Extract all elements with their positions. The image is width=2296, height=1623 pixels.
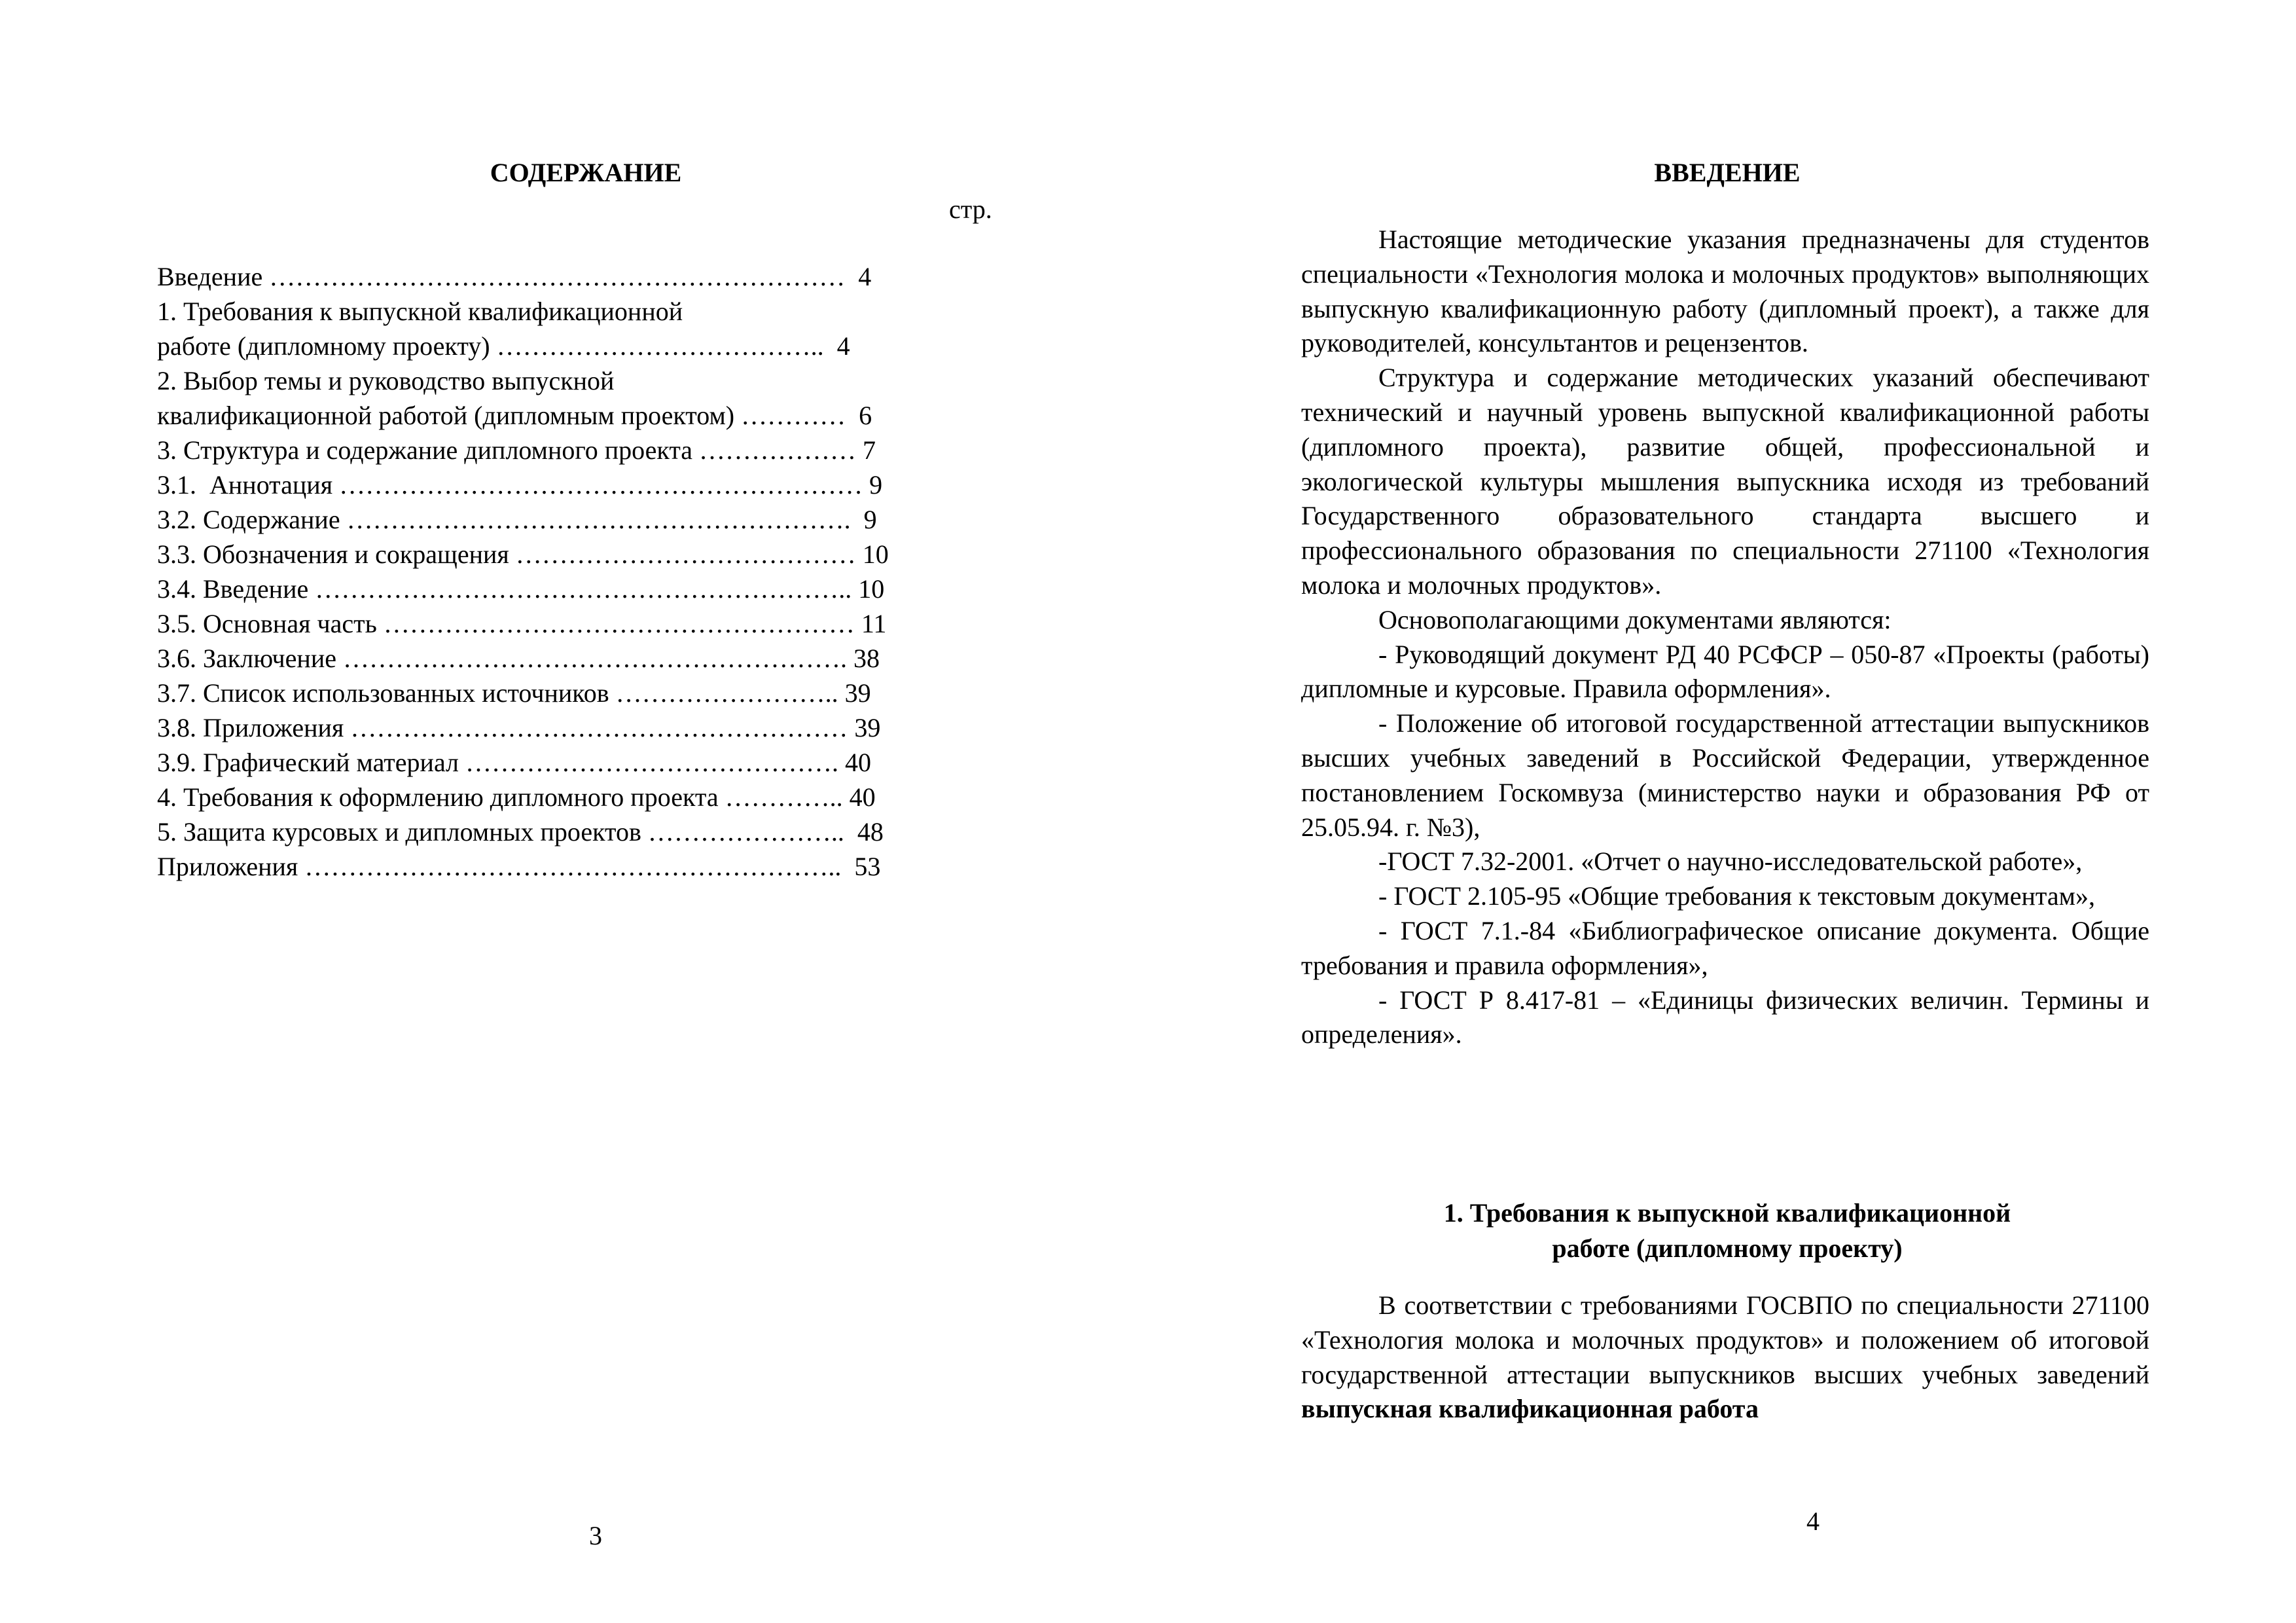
toc-entry: 3.4. Введение …………………………………………………….. 10	[157, 574, 885, 604]
section-body	[1301, 1288, 2149, 1427]
list-item: - ГОСТ Р 8.417-81 – «Единицы физических величин. Термины и определения».	[1301, 985, 2149, 1049]
toc-entry: 3.6. Заключение …………………………………………………. 38	[157, 644, 880, 673]
contents-title: СОДЕРЖАНИЕ	[490, 158, 682, 187]
paragraph	[1301, 1288, 2149, 1427]
introduction-title: ВВЕДЕНИЕ	[1654, 158, 1801, 187]
list-item: - ГОСТ 2.105-95 «Общие требования к текстовым документам»,	[1378, 881, 2095, 911]
toc-entry: 3.8. Приложения ………………………………………………… 39	[157, 713, 881, 742]
toc-entry: Приложения …………………………………………………….. 53	[157, 852, 881, 881]
toc-entry: 1. Требования к выпускной квалификационной	[157, 297, 683, 326]
list-item: - Руководящий документ РД 40 РСФСР – 050-87 «Проекты (работы) дипломные и курсовые. Правила оформления».	[1301, 639, 2149, 704]
table-of-contents	[157, 259, 1008, 884]
page-number: 3	[589, 1521, 602, 1550]
list-item: -ГОСТ 7.32-2001. «Отчет о научно-исследовательской работе»,	[1378, 847, 2083, 877]
paragraph: Основополагающими документами являются:	[1378, 604, 1892, 634]
toc-entry: работе (дипломному проекту) ……………………………….. 4	[157, 331, 850, 361]
section-heading-line: работе (дипломному проекту)	[1552, 1233, 1903, 1263]
toc-entry: 3.2. Содержание …………………………………………………. 9	[157, 505, 877, 534]
page-number: 4	[1806, 1506, 1820, 1536]
right-page	[1148, 0, 2296, 1623]
paragraph: Структура и содержание методических указаний обеспечивают технический и научный уровень выпускной квалификационной работы (дипломного проекта), развитие общей, профессиональной и экологической культуры мышления выпускника исходя из требований Государственного образовательного стандарта высшего и профессионального образования по специальности 271100 «Технология молока и молочных продуктов».	[1301, 363, 2149, 600]
page-column-label: стр.	[949, 194, 992, 224]
toc-entry: 2. Выбор темы и руководство выпускной	[157, 366, 615, 395]
toc-entry: 5. Защита курсовых и дипломных проектов ………………….. 48	[157, 817, 884, 847]
toc-entry: Введение ………………………………………………………… 4	[157, 262, 872, 291]
toc-entry: 3.1. Аннотация …………………………………………………… 9	[157, 470, 883, 500]
paragraph: Настоящие методические указания предназначены для студентов специальности «Технология молока и молочных продуктов» выполняющих выпускную квалификационную работу (дипломный проект), а также для руководителей, консультантов и рецензентов.	[1301, 225, 2149, 358]
list-item: - ГОСТ 7.1.-84 «Библиографическое описание документа. Общие требования и правила оформления»,	[1301, 915, 2149, 980]
toc-entry: 3.3. Обозначения и сокращения ………………………………… 10	[157, 539, 889, 569]
toc-entry: 3.9. Графический материал ……………………………………. 40	[157, 748, 872, 777]
section-text-bold: выпускная квалификационная работа	[1301, 1394, 1759, 1424]
toc-entry: квалификационной работой (дипломным проектом) ………… 6	[157, 401, 872, 430]
toc-entry: 4. Требования к оформлению дипломного проекта ………….. 40	[157, 782, 876, 812]
list-item: - Положение об итоговой государственной аттестации выпускников высших учебных заведений в Российской Федерации, утвержденное постановлением Госкомвуза (министерство науки и образования РФ от 25.05.94. г. №3),	[1301, 708, 2149, 842]
introduction-body	[1301, 223, 2149, 1052]
toc-entry: 3. Структура и содержание дипломного проекта ……………… 7	[157, 435, 876, 465]
section-heading-line: 1. Требования к выпускной квалификационной	[1443, 1198, 2011, 1228]
toc-entry: 3.7. Список использованных источников …………………….. 39	[157, 678, 871, 708]
section-text: В соответствии с требованиями ГОСВПО по специальности 271100 «Технология молока и молочных продуктов» и положением об итоговой государственной аттестации выпускников высших учебных заведений	[1301, 1290, 2149, 1389]
section-heading	[1299, 1195, 2156, 1266]
toc-entry: 3.5. Основная часть ……………………………………………… 11	[157, 609, 887, 638]
